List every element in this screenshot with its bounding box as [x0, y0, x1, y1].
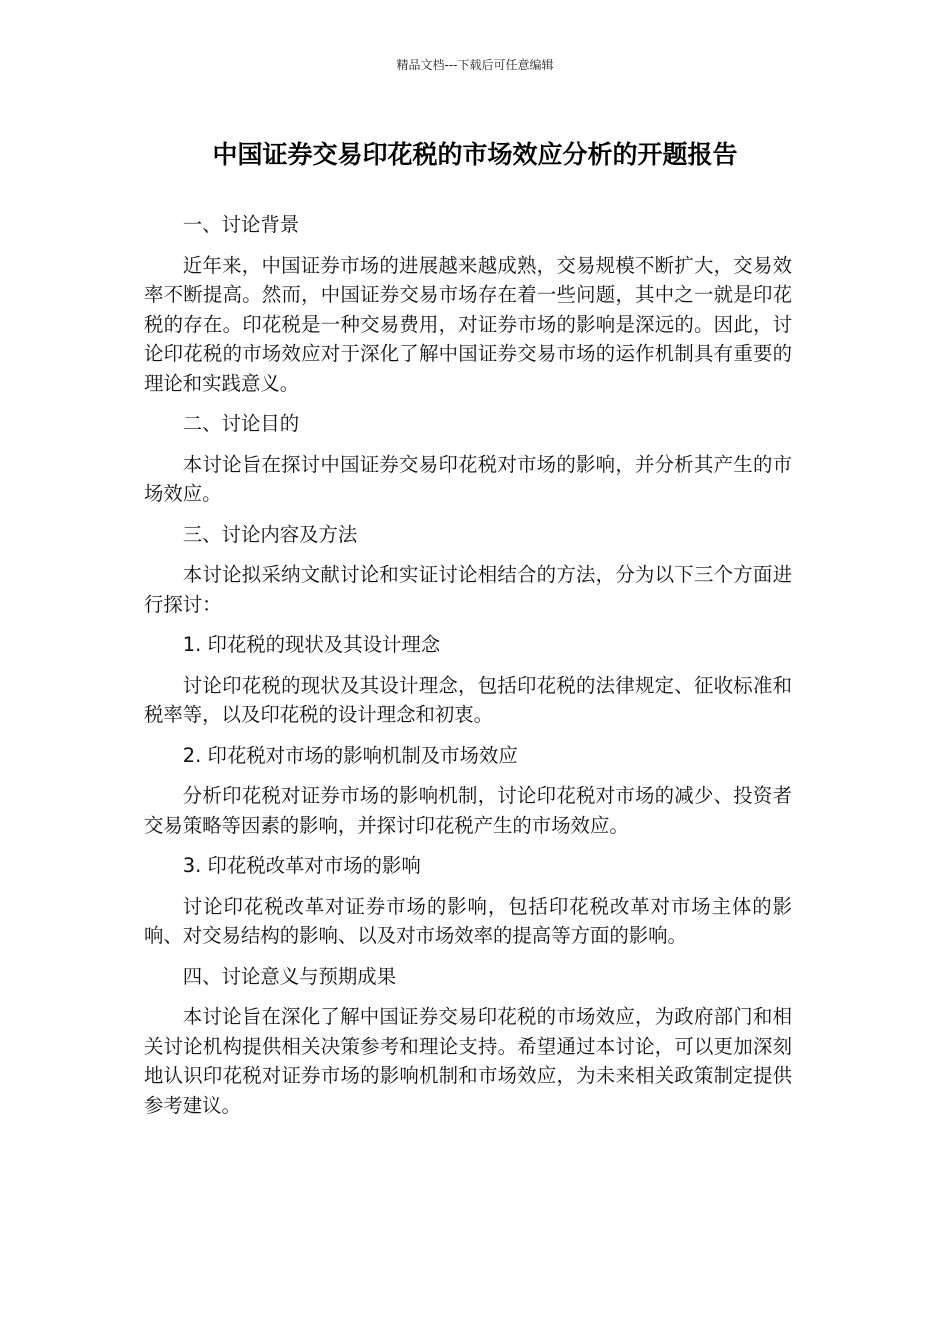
paragraph-background: 近年来，中国证券市场的进展越来越成熟，交易规模不断扩大，交易效率不断提高。然而，中国证券交易市场存在着一些问题，其中之一就是印花税的存在。印花税是一种交易费用，对证券市场的影响是深远的。因此，讨论印花税的市场效应对于深化了解中国证券交易市场的运作机制具有重要的理论和实践意义。: [144, 253, 792, 395]
paragraph-content-method: 本讨论拟采纳文献讨论和实证讨论相结合的方法，分为以下三个方面进行探讨：: [144, 563, 792, 616]
section-heading-background: 一、讨论背景: [182, 213, 300, 236]
subsection-heading-3: 3. 印花税改革对市场的影响: [182, 854, 421, 877]
paragraph-purpose: 本讨论旨在探讨中国证券交易印花税对市场的影响，并分析其产生的市场效应。: [144, 452, 792, 505]
paragraph-subsection-3: 讨论印花税改革对证券市场的影响，包括印花税改革对市场主体的影响、对交易结构的影响、以及对市场效率的提高等方面的影响。: [144, 894, 792, 947]
section-heading-purpose: 二、讨论目的: [182, 412, 300, 435]
document-title: 中国证券交易印花税的市场效应分析的开题报告: [212, 140, 738, 169]
document-body: [144, 210, 792, 1120]
page-header: 精品文档---下载后可任意编辑: [396, 58, 554, 72]
paragraph-subsection-2: 分析印花税对证券市场的影响机制，讨论印花税对市场的减少、投资者交易策略等因素的影响，并探讨印花税产生的市场效应。: [144, 784, 792, 837]
section-heading-significance: 四、讨论意义与预期成果: [182, 964, 397, 988]
section-heading-content-method: 三、讨论内容及方法: [182, 522, 358, 546]
paragraph-subsection-1: 讨论印花税的现状及其设计理念，包括印花税的法律规定、征收标准和税率等，以及印花税的设计理念和初衷。: [144, 673, 792, 726]
paragraph-significance: 本讨论旨在深化了解中国证券交易印花税的市场效应，为政府部门和相关讨论机构提供相关决策参考和理论支持。希望通过本讨论，可以更加深刻地认识印花税对证券市场的影响机制和市场效应，为未来相关政策制定提供参考建议。: [144, 1005, 792, 1117]
subsection-heading-2: 2. 印花税对市场的影响机制及市场效应: [182, 743, 518, 767]
subsection-heading-1: 1. 印花税的现状及其设计理念: [182, 633, 441, 656]
